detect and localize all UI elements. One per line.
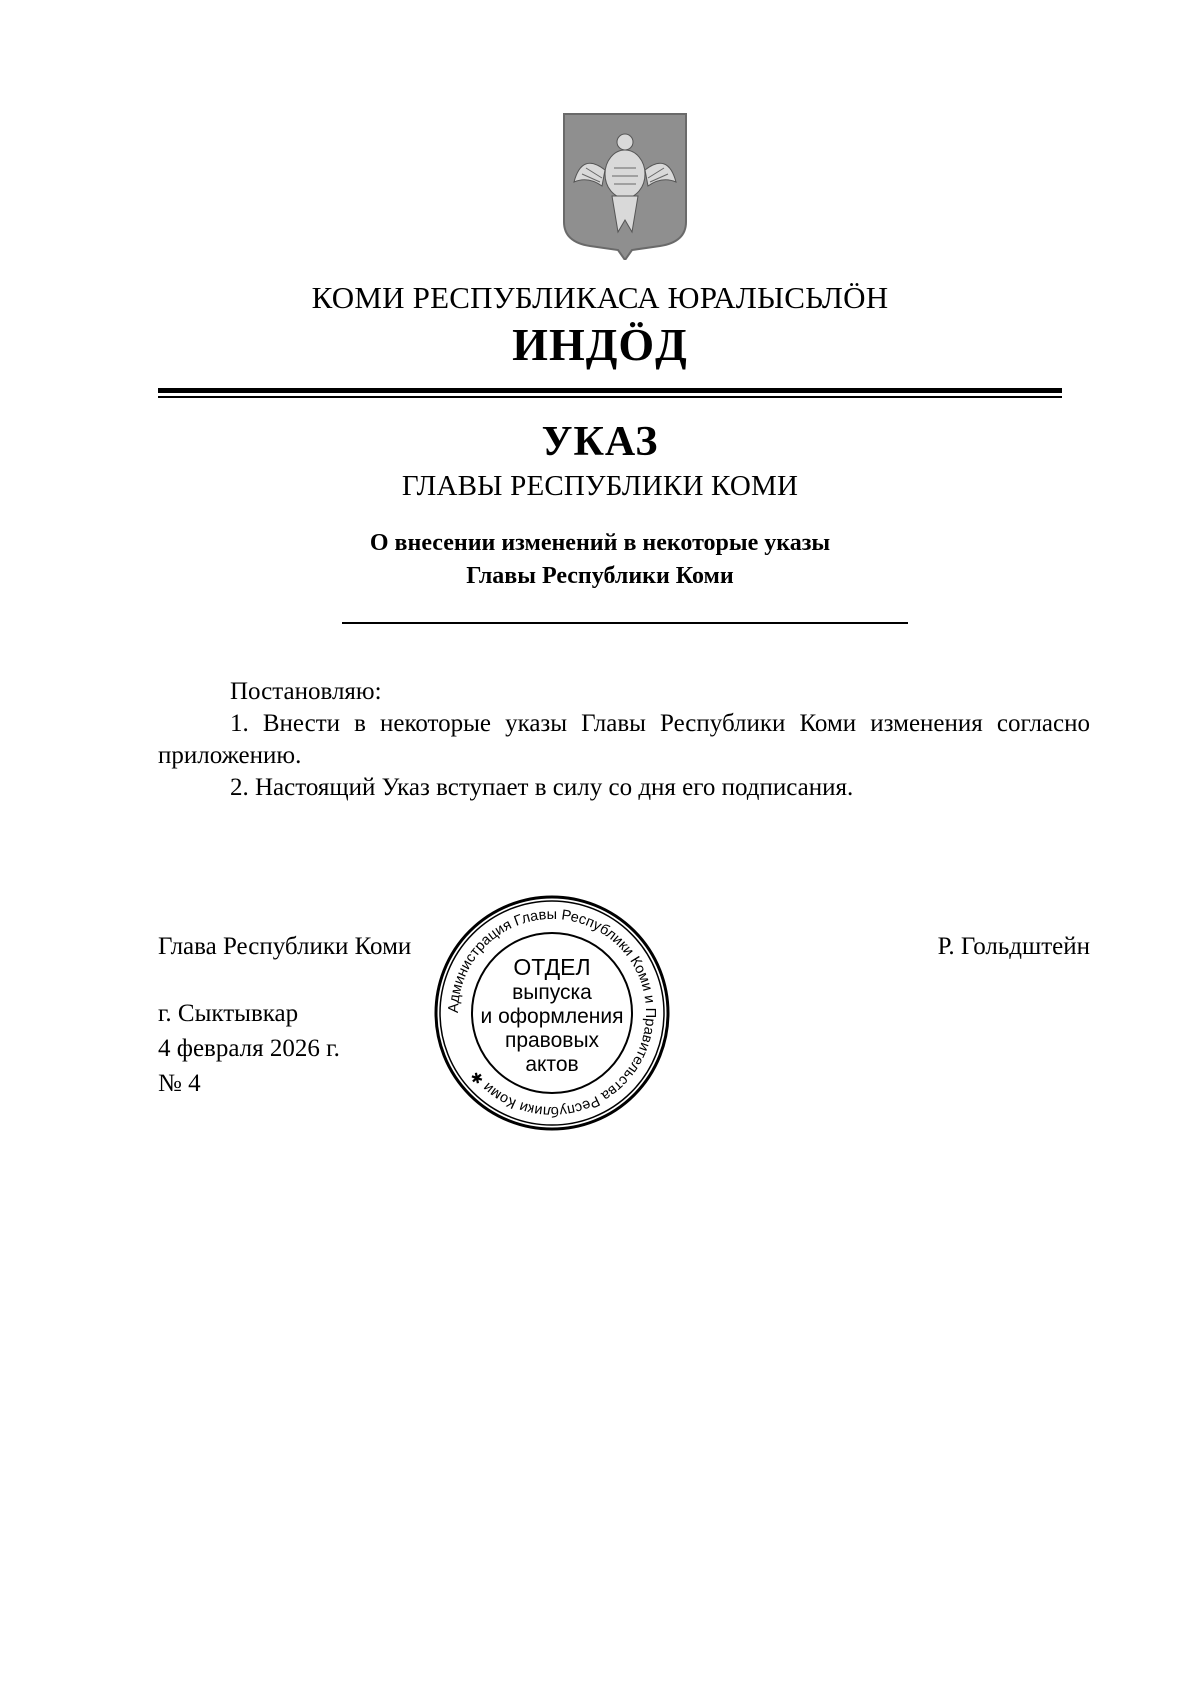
stamp-line-3: и оформления	[480, 1005, 624, 1028]
header-divider-thin	[158, 396, 1062, 398]
header-divider-thick	[158, 388, 1062, 393]
subject-line-2: Главы Республики Коми	[466, 563, 734, 589]
signatory-name: Р. Гольдштейн	[937, 933, 1090, 960]
signing-date: 4 февраля 2026 г.	[158, 1035, 340, 1062]
stamp-line-1: ОТДЕЛ	[513, 954, 591, 980]
komi-coat-of-arms-icon	[562, 112, 688, 260]
komi-header-line: КОМИ РЕСПУБЛИКАСА ЮРАЛЫСЬЛÖН	[311, 280, 889, 315]
subject-underline	[342, 622, 908, 624]
document-number: № 4	[158, 1070, 201, 1097]
subject-line-1: О внесении изменений в некоторые указы	[369, 530, 831, 556]
stamp-line-4: правовых	[504, 1029, 600, 1052]
stamp-line-2: выпуска	[512, 981, 592, 1004]
komi-document-type: ИНДÖД	[512, 319, 688, 370]
official-stamp	[432, 893, 672, 1133]
document-issuer: ГЛАВЫ РЕСПУБЛИКИ КОМИ	[401, 470, 799, 502]
signatory-position: Глава Республики Коми	[158, 933, 412, 960]
place-of-signing: г. Сыктывкар	[158, 1000, 299, 1027]
document-type-title: УКАЗ	[541, 419, 659, 465]
stamp-ring-text: Администрация Главы Республики Коми и Правительства Республики Коми ✱	[445, 906, 659, 1120]
decree-item-1: 1. Внести в некоторые указы Главы Республики Коми изменения согласно приложению.	[158, 710, 1090, 769]
stamp-line-5: актов	[525, 1053, 579, 1076]
decree-item-2: 2. Настоящий Указ вступает в силу со дня его подписания.	[230, 774, 854, 801]
decree-intro: Постановляю:	[230, 678, 382, 705]
